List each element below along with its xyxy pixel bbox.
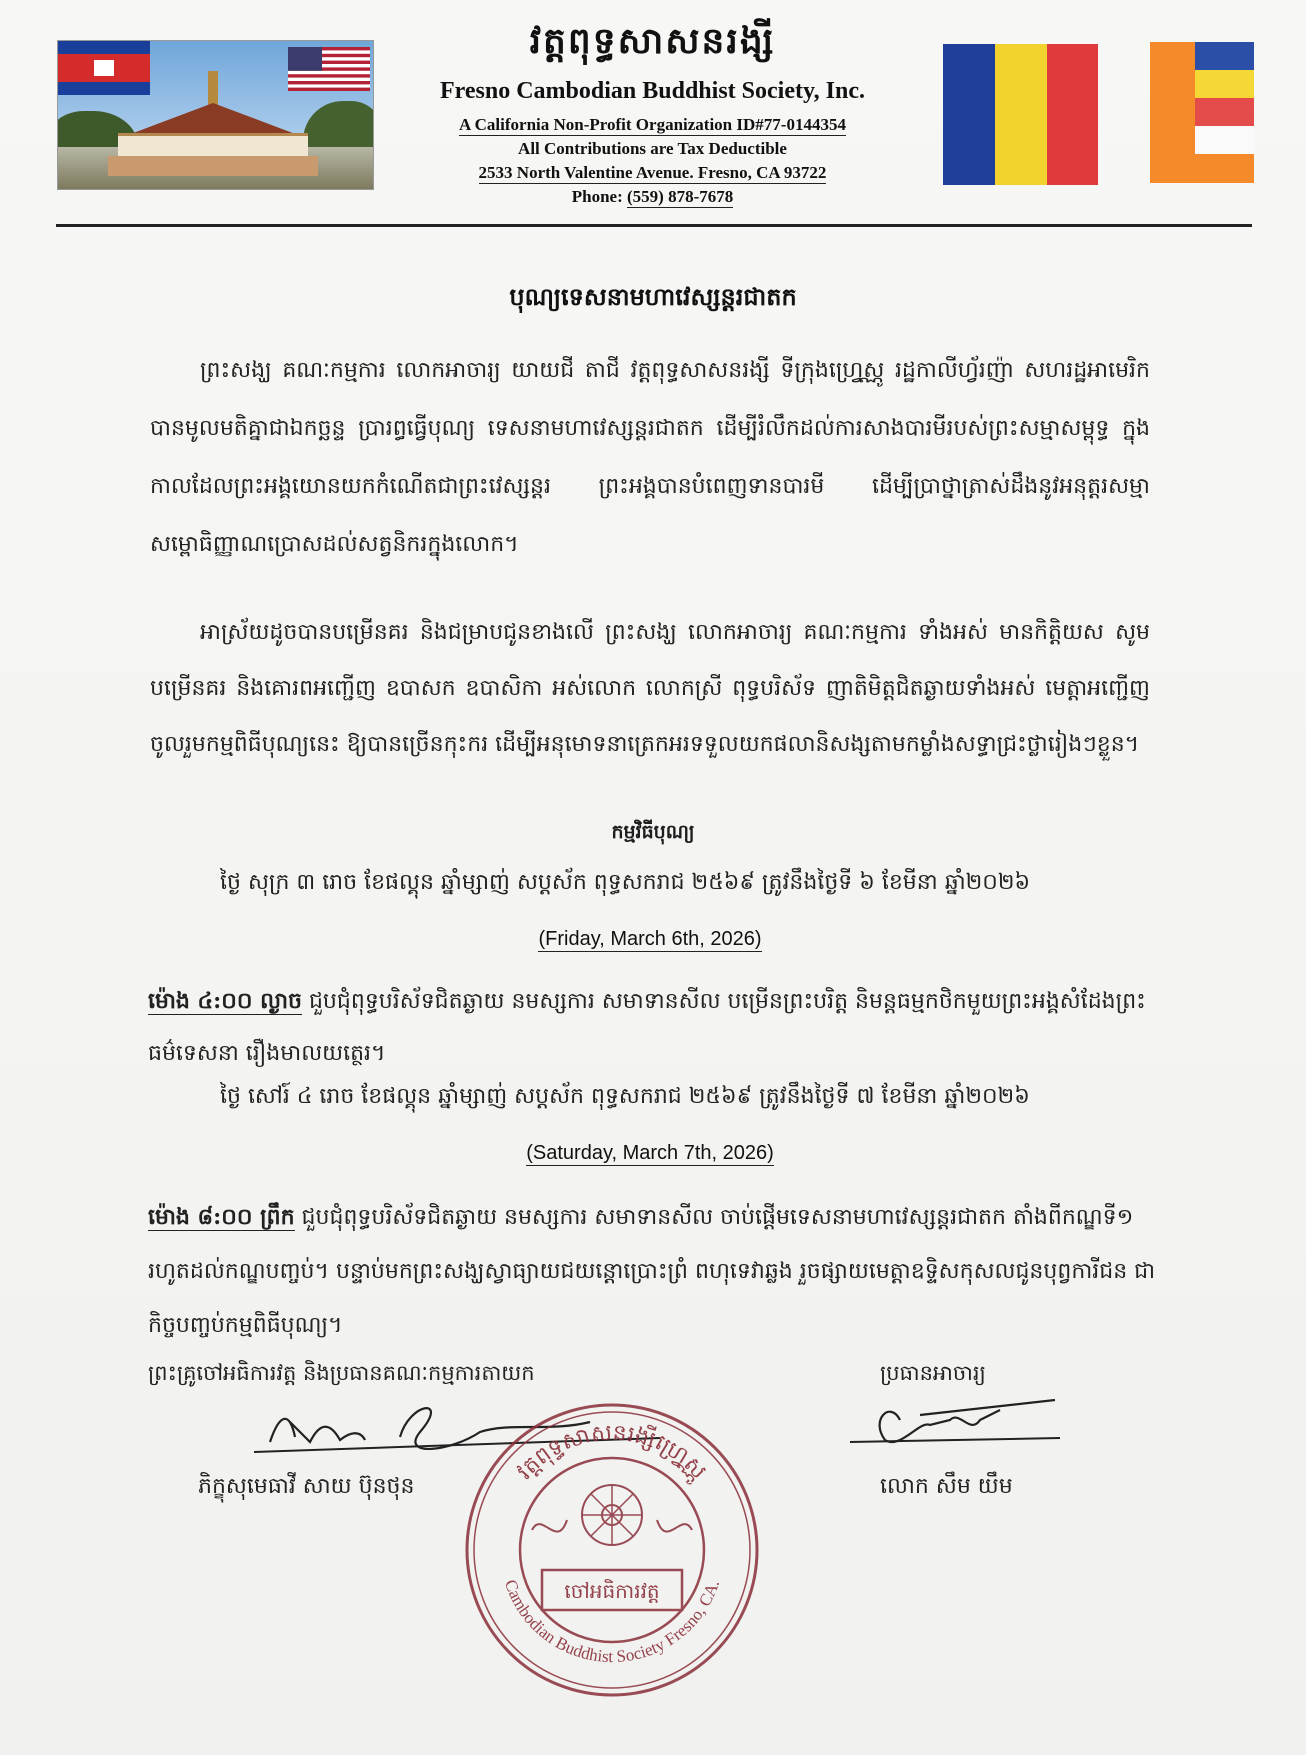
address-line: 2533 North Valentine Avenue. Fresno, CA 93722 <box>478 163 827 182</box>
time-day2: ម៉ោង ៨:០០ ព្រឹក <box>148 1204 295 1230</box>
program-day1: ម៉ោង ៤:០០ ល្ងាច ជួបជុំពុទ្ធបរិស័ទជិតឆ្ងាយ នមស្សការ សមាទានសីល បម្រើនព្រះបរិត្ត និមន្តធម្មកថិកមួយព្រះអង្គសំដែងព្រះធម៌ទេសនា រឿងមាលយត្ថេរ។ <box>148 988 1146 1066</box>
nonprofit-line: A California Non-Profit Organization ID#77-0144354 <box>459 115 846 134</box>
header-divider <box>56 224 1252 227</box>
seal-bottom-text: Cambodian Buddhist Society Fresno, CA. <box>500 1577 724 1667</box>
tricolor-flag-icon <box>943 44 1098 185</box>
day1-english: (Friday, March 6th, 2026) <box>538 928 762 950</box>
seal-center-text: ចៅអធិការវត្ត <box>564 1579 660 1603</box>
usa-flag-icon <box>288 47 370 91</box>
header-title-khmer: វត្តពុទ្ធសាសនរង្សី <box>529 20 776 62</box>
buddhist-flag-icon <box>1150 42 1254 183</box>
time-day1: ម៉ោង ៤:០០ ល្ងាច <box>148 988 302 1014</box>
abbot-name: ភិក្ខុសុមេធាវី សាយ ប៊ុនថុន <box>198 1474 415 1499</box>
invitation-paragraph: អាស្រ័យដូចបានបម្រើនគរ និងជម្រាបជូនខាងលើ ព្រះសង្ឃ លោកអាចារ្យ គណៈកម្មការ ទាំងអស់ មានកិត្តិយស សូមបម្រើនគរ និងគោរពអញ្ជើញ ឧបាសក ឧបាសិកា អស់លោក លោកស្រី ពុទ្ធបរិស័ទ ញាតិមិត្តជិតឆ្ងាយទាំងអស់ មេត្តាអញ្ជើញចូលរួមកម្មពិធីបុណ្យនេះ ឱ្យបានច្រើនកុះករ ដើម្បីអនុមោទនាត្រេកអរទទួលយកផលានិសង្សតាមកម្លាំងសទ្ធាជ្រះថ្លារៀងៗខ្លួន។ <box>150 620 1150 757</box>
day2-khmer: ថ្ងៃ សៅរ៍ ៤ រោច ខែផល្គុន ឆ្នាំម្សាញ់ សប្តស័ក ពុទ្ធសករាជ ២៥៦៩ ត្រូវនឹងថ្ងៃទី ៧ ខែមីនា ឆ្នាំ២០២៦ <box>220 1084 1030 1109</box>
tax-deductible-line: All Contributions are Tax Deductible <box>518 139 787 158</box>
intro-paragraph: ព្រះសង្ឃ គណៈកម្មការ លោកអាចារ្យ យាយជី តាជី វត្តពុទ្ធសាសនរង្សី ទីក្រុងហ្វ្រេស្ណូ រដ្ឋកាលីហ្វ័រញ៉ា សហរដ្ឋអាមេរិក បានមូលមតិគ្នាជាឯកច្ឆន្ទ ប្រារព្ធធ្វើបុណ្យ ទេសនាមហាវេស្សន្តរជាតក ដើម្បីរំលឹកដល់ការសាងបារមីរបស់ព្រះសម្មាសម្ពុទ្ធ ក្នុងកាលដែលព្រះអង្គយោនយកកំណើតជាព្រះវេស្សន្តរ ព្រះអង្គបានបំពេញទានបារមី ដើម្បីប្រាថ្នាត្រាស់ដឹងនូវអនុត្តរសម្មាសម្ពោធិញ្ញាណប្រោសដល់សត្វនិករក្នុងលោក។ <box>150 358 1150 557</box>
achar-name: លោក សឹម យឹម <box>880 1474 1013 1499</box>
organization-name: Fresno Cambodian Buddhist Society, Inc. <box>440 78 865 104</box>
achar-title: ប្រធានអាចារ្យ <box>880 1361 986 1385</box>
phone-number: (559) 878-7678 <box>627 187 734 206</box>
phone-line: Phone: (559) 878-7678 <box>571 187 734 206</box>
program-title: កម្មវិធីបុណ្យ <box>611 821 695 843</box>
abbot-title: ព្រះគ្រូចៅអធិការវត្ត និងប្រធានគណៈកម្មការតាយក <box>148 1361 535 1385</box>
temple-seal-stamp <box>462 1400 762 1700</box>
document-title: បុណ្យទេសនាមហាវេស្សន្តរជាតក <box>509 282 797 311</box>
day2-english: (Saturday, March 7th, 2026) <box>526 1142 774 1164</box>
day1-khmer: ថ្ងៃ សុក្រ ៣ រោច ខែផល្គុន ឆ្នាំម្សាញ់ សប្តស័ក ពុទ្ធសករាជ ២៥៦៩ ត្រូវនឹងថ្ងៃទី ៦ ខែមីនា ឆ្នាំ២០២៦ <box>220 870 1031 895</box>
cambodia-flag-icon <box>58 41 150 95</box>
temple-photo <box>57 40 374 190</box>
program-day2: ម៉ោង ៨:០០ ព្រឹក ជួបជុំពុទ្ធបរិស័ទជិតឆ្ងាយ នមស្សការ សមាទានសីល ចាប់ផ្តើមទេសនាមហាវេស្សន្តរជាតក តាំងពីកណ្ឌទី១ រហូតដល់កណ្ឌបញ្ចប់។ បន្ទាប់មកព្រះសង្ឃស្វាធ្យាយជយន្តោប្រោះព្រំ ពហុទេវាឆ្លង រួចផ្សាយមេត្តាឧទ្ទិសកុសលជូនបុព្វការីជន ជាកិច្ចបញ្ចប់កម្មពិធីបុណ្យ។ <box>148 1204 1156 1338</box>
achar-signature <box>850 1380 1070 1460</box>
seal-top-text: វត្តពុទ្ធសាសនរង្សីហ្វ្រេស្ណូ <box>512 1420 712 1485</box>
